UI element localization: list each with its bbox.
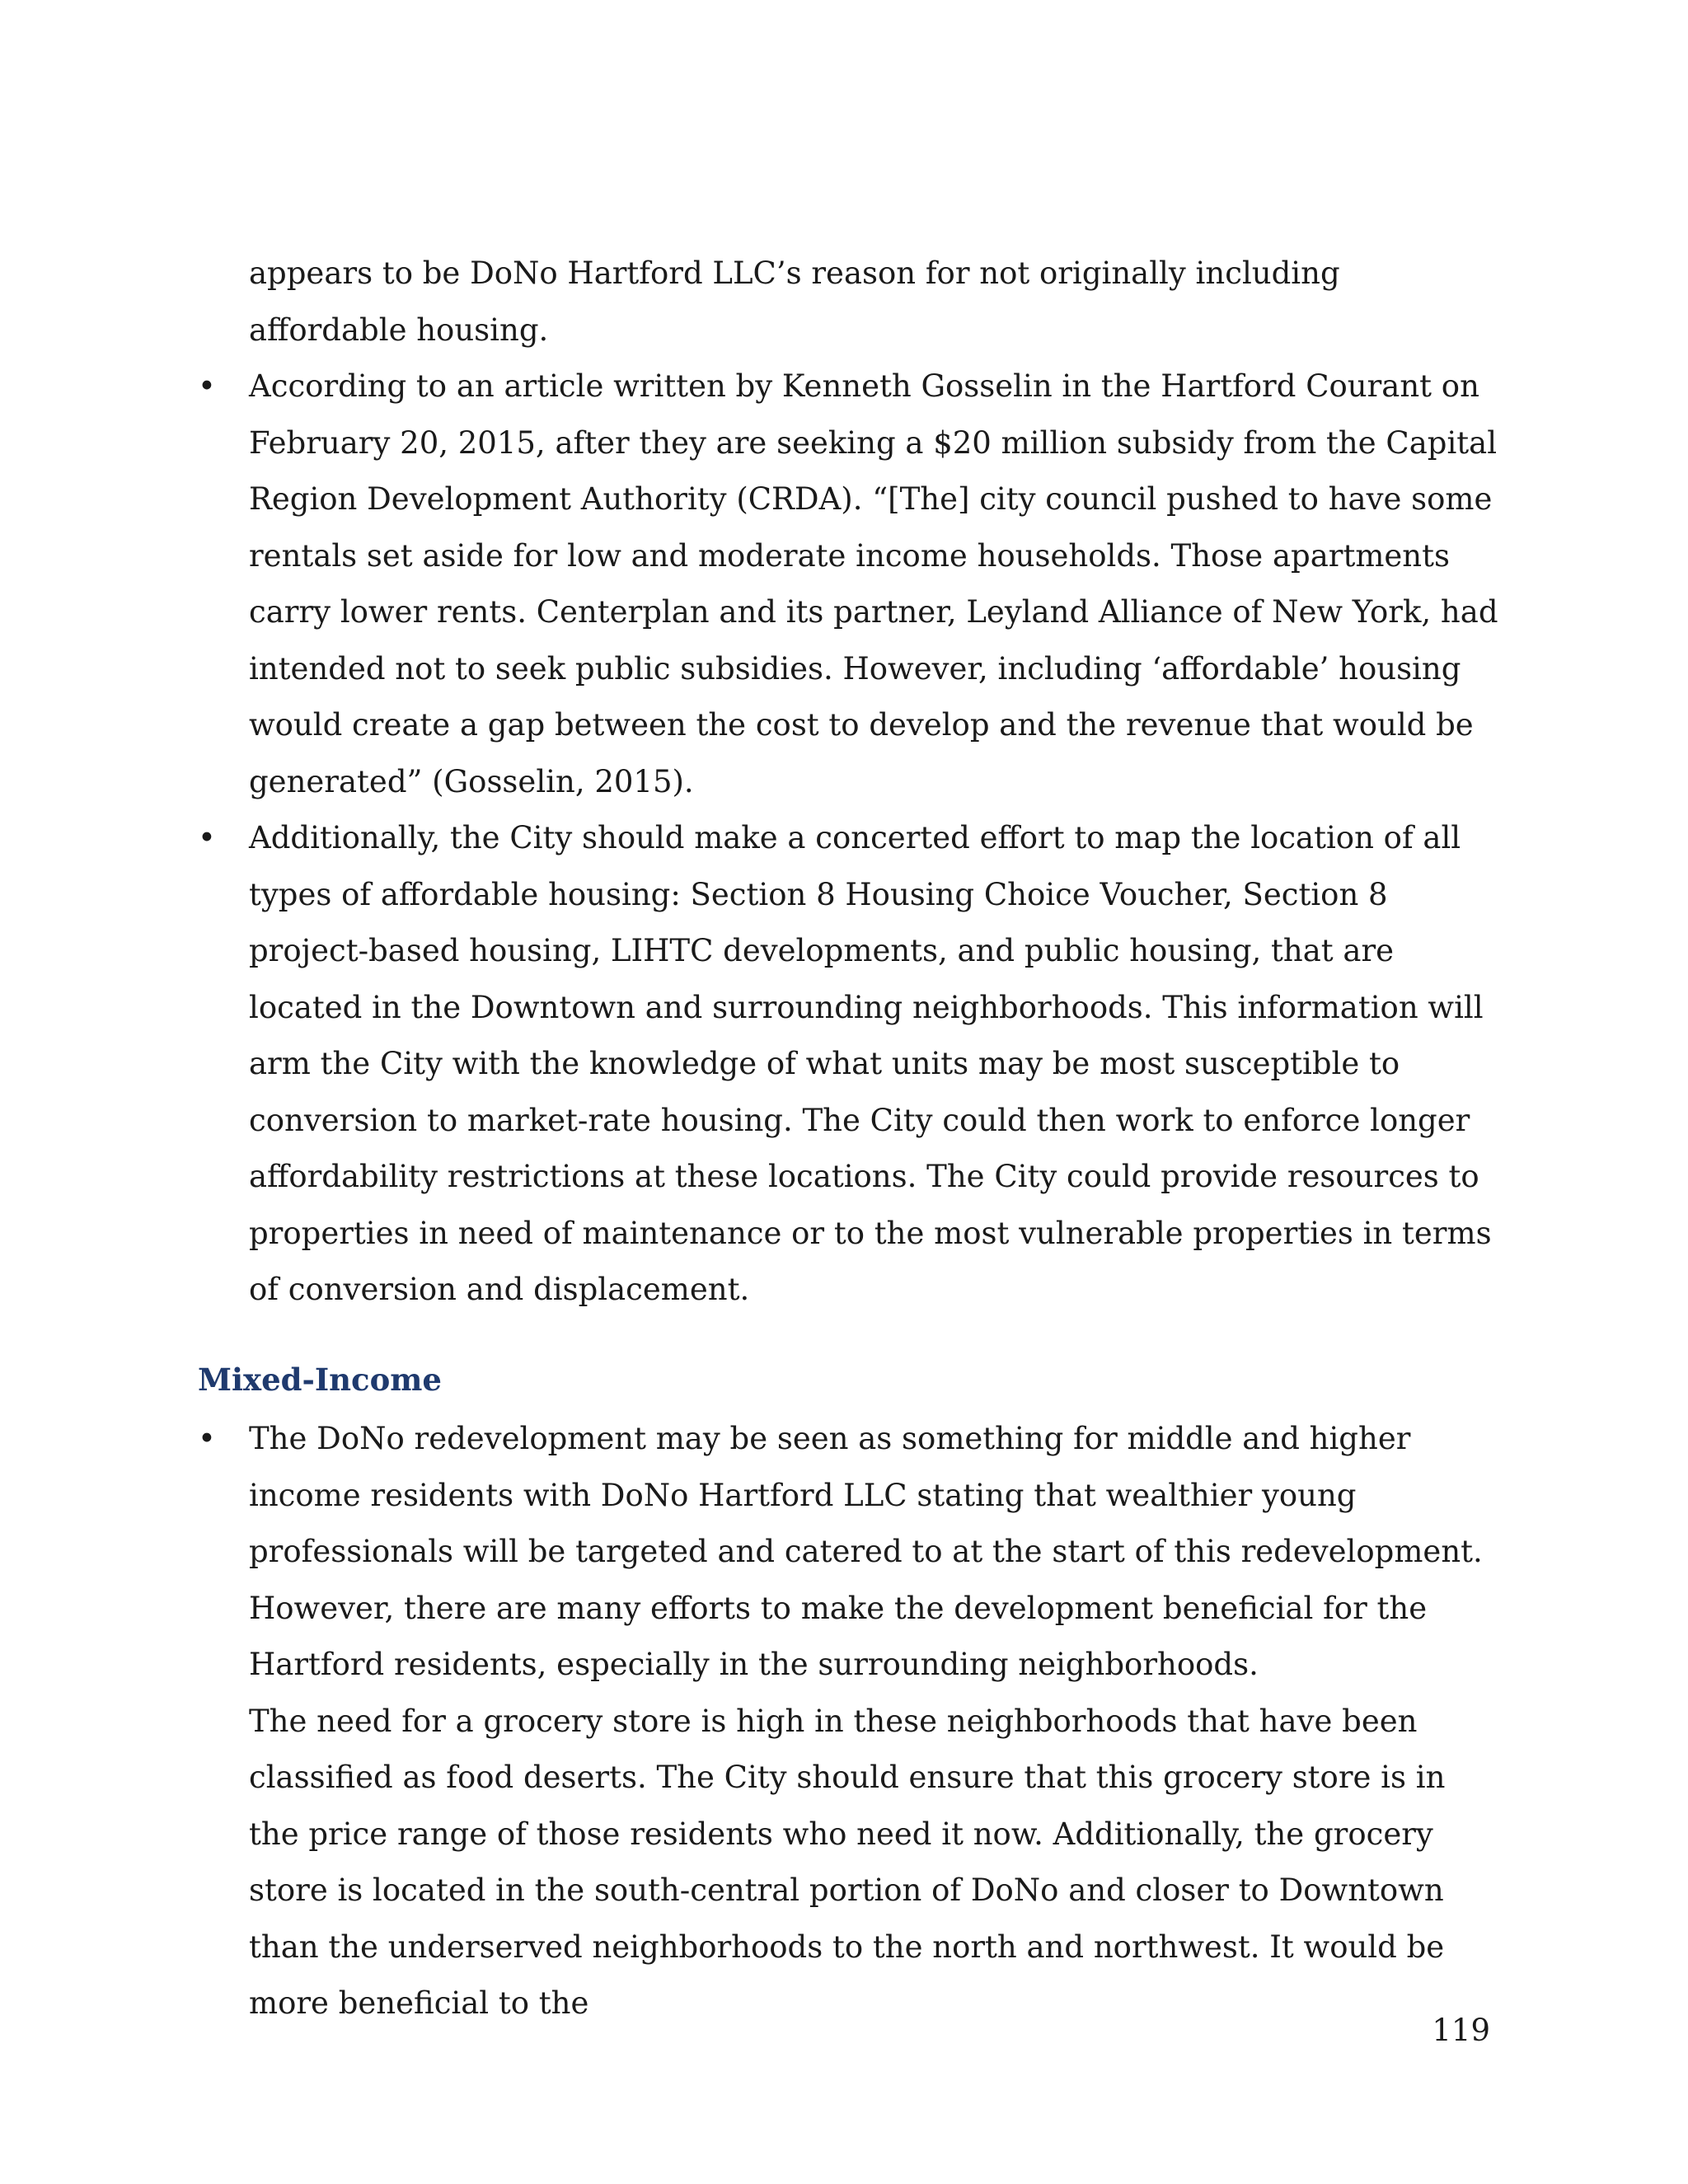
bullet-item-dono-redevelopment	[198, 1411, 1500, 1694]
bullet-marker: •	[198, 1421, 216, 1456]
bullet-text: According to an article written by Kenneth Gosselin in the Hartford Courant on February 20, 2015, after they are seeking a $20 million subsidy from the Capital Region Development Authority (CRDA). “[The] city council pushed to have some rentals set aside for low and moderate income households. Those apartments carry lower rents. Centerplan and its partner, Leyland Alliance of New York, had intended not to seek public subsidies. However, including ‘affordable’ housing would create a gap between the cost to develop and the revenue that would be generated” (Gosselin, 2015).	[249, 368, 1498, 799]
opening-paragraph: appears to be DoNo Hartford LLC’s reason for not originally including affordable housing.	[249, 255, 1340, 348]
bullet-marker: •	[198, 368, 216, 404]
bullet-text: The DoNo redevelopment may be seen as something for middle and higher income residents with DoNo Hartford LLC stating that wealthier young professionals will be targeted and catered to at the start of this redevelopment. However, there are many efforts to make the development beneficial for the Hartford residents, especially in the surrounding neighborhoods.	[249, 1421, 1483, 1682]
bullet-item-gosselin-article	[198, 359, 1500, 810]
bullet-item-map-affordable-housing	[198, 810, 1500, 1319]
bullet-marker: •	[198, 820, 216, 855]
page-body	[198, 246, 1500, 2032]
page-number: 119	[1432, 2013, 1490, 2048]
bullet-text: Additionally, the City should make a concerted effort to map the location of all types of affordable housing: Section 8 Housing Choice Voucher, Section 8 project-based housing, LIHTC developments, and public housing, that are located in the Downtown and surrounding neighborhoods. This information will arm the City with the knowledge of what units may be most susceptible to conversion to market-rate housing. The City could then work to enforce longer affordability restrictions at these locations. The City could provide resources to properties in need of maintenance or to the most vulnerable properties in terms of conversion and displacement.	[249, 820, 1492, 1307]
grocery-store-paragraph: The need for a grocery store is high in these neighborhoods that have been classified as food deserts. The City should ensure that this grocery store is in the price range of those residents who need it now. Additionally, the grocery store is located in the south-central portion of DoNo and closer to Downtown than the underserved neighborhoods to the north and northwest. It would be more beneficial to the	[249, 1703, 1446, 2021]
section-heading-mixed-income: Mixed-Income	[198, 1361, 442, 1398]
